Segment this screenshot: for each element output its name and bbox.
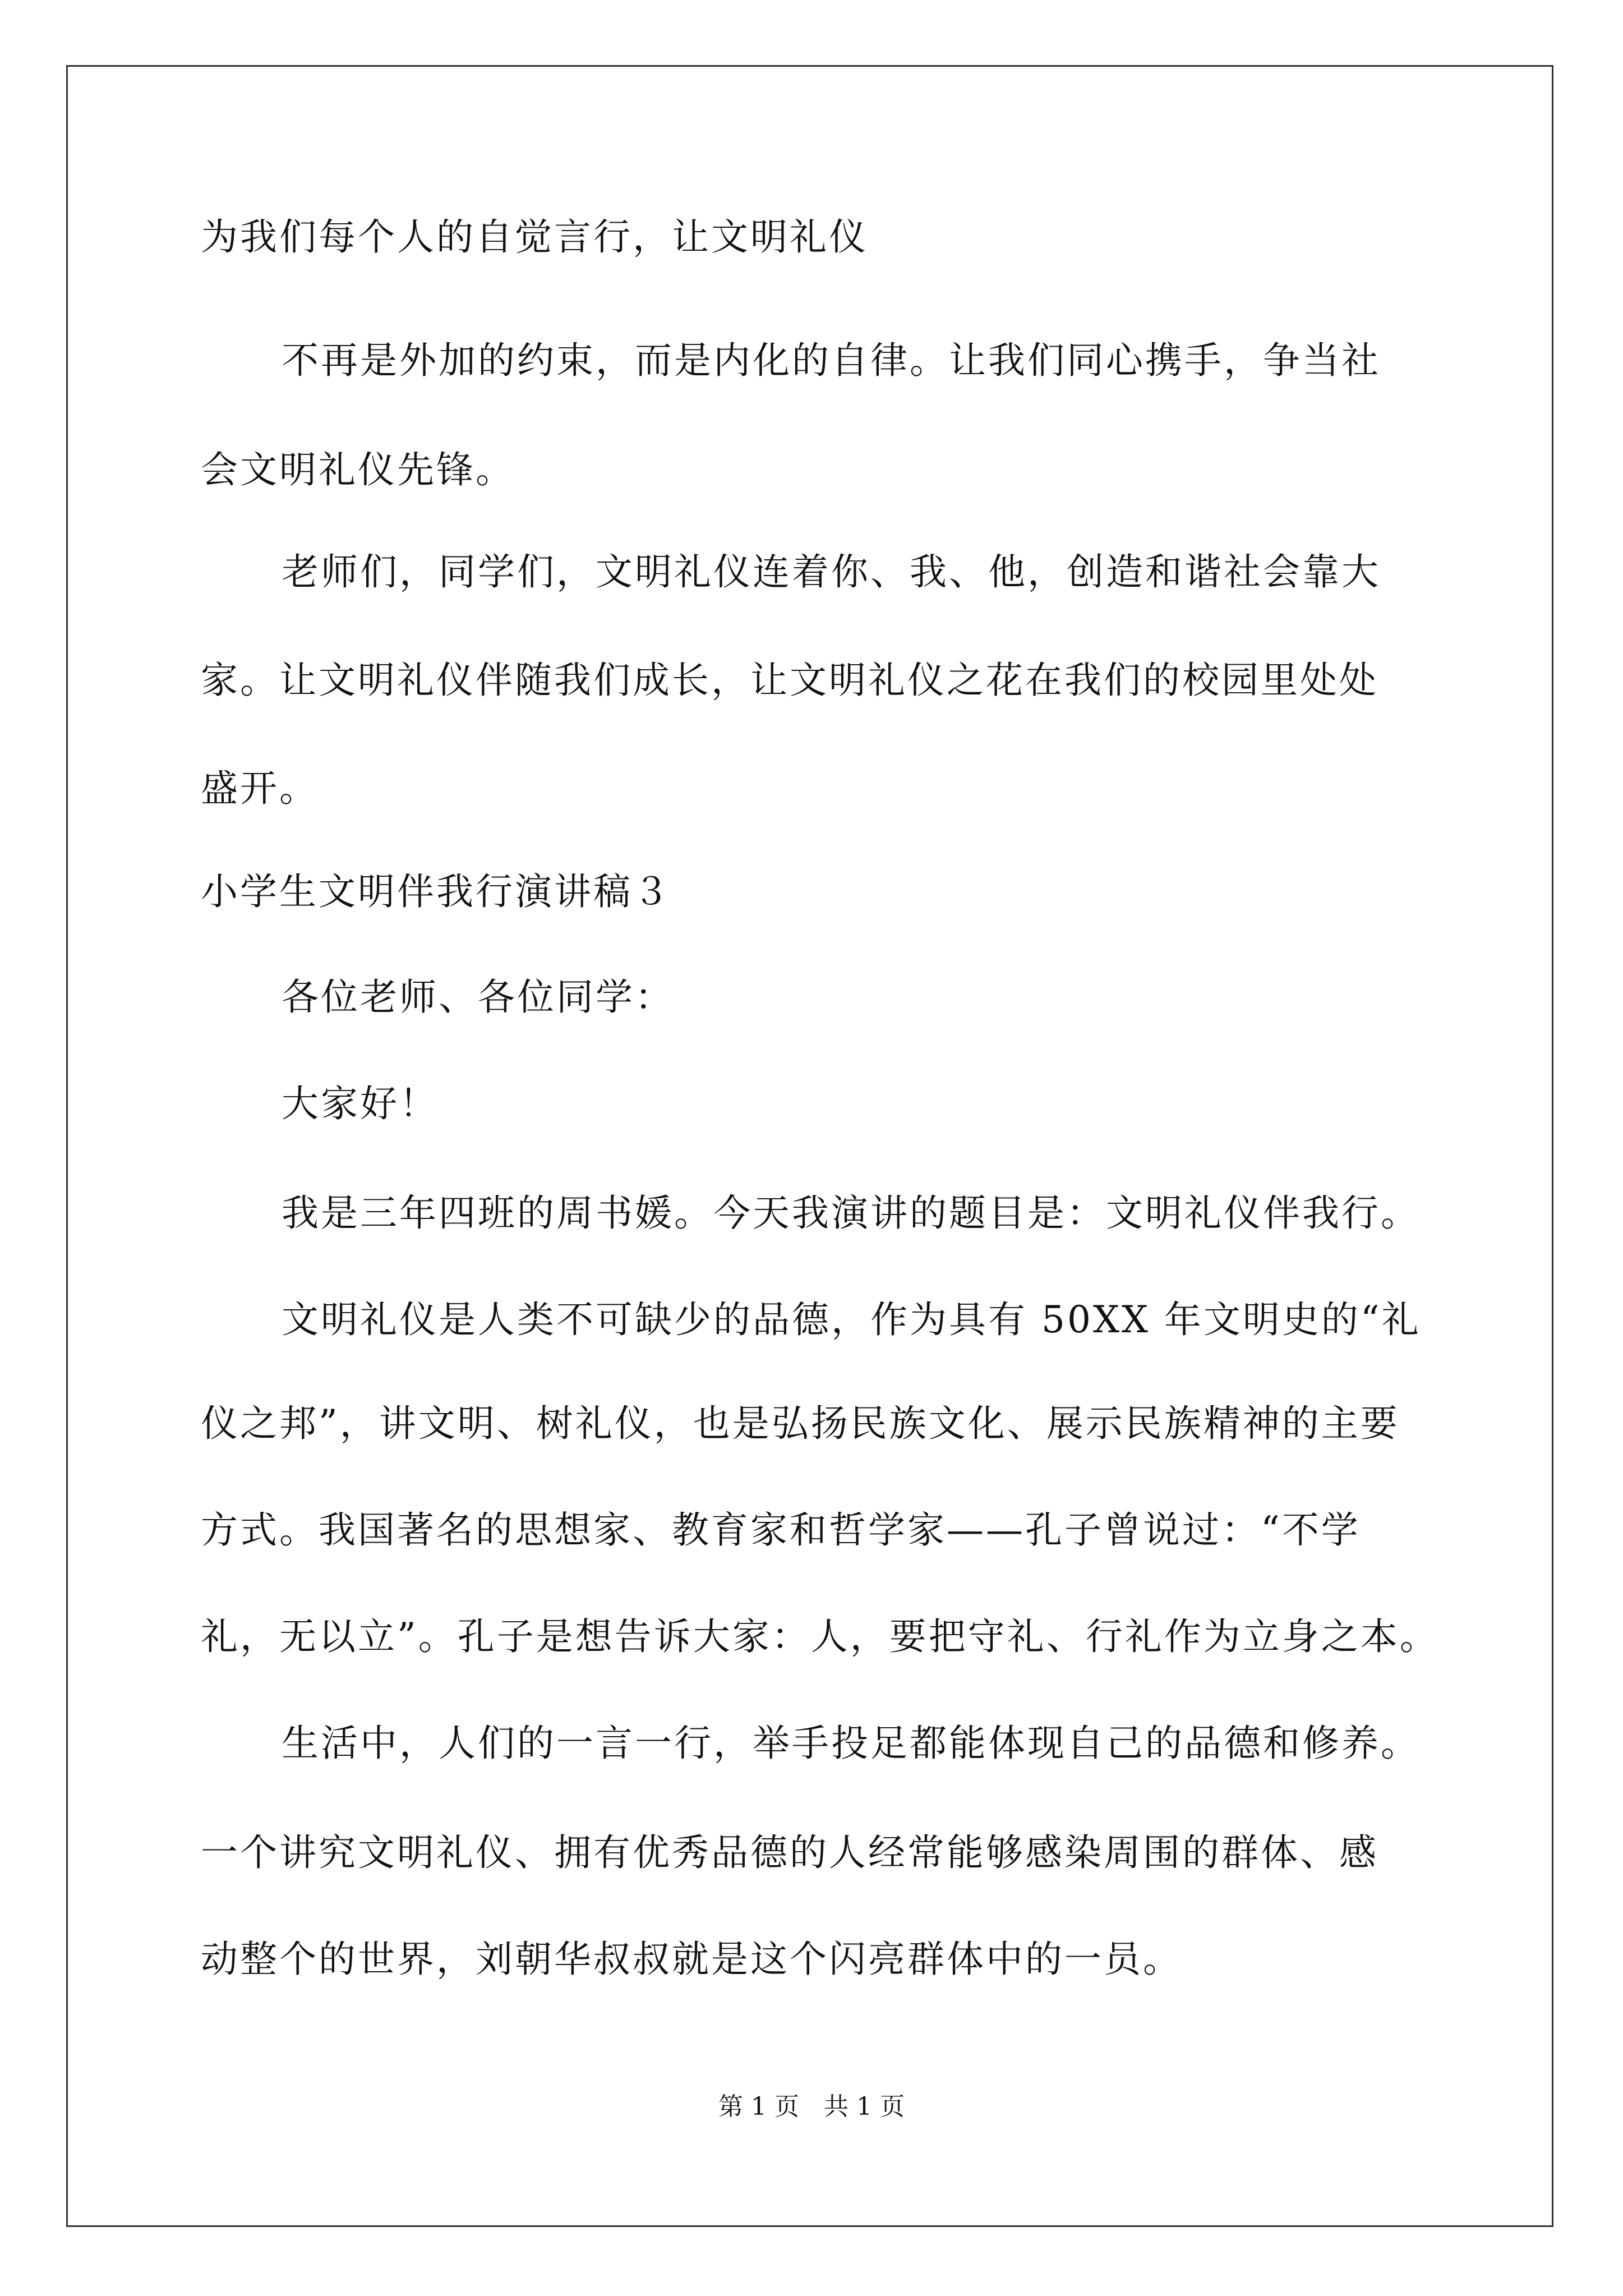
text-line: 盛开。 — [201, 767, 319, 810]
text-line: 家。让文明礼仪伴随我们成长，让文明礼仪之花在我们的校园里处处 — [201, 659, 1378, 702]
text-line: 动整个的世界，刘朝华叔叔就是这个闪亮群体中的一员。 — [201, 1938, 1182, 1981]
text-line: 仪之邦”，讲文明、树礼仪，也是弘扬民族文化、展示民族精神的主要 — [201, 1402, 1400, 1445]
text-line: 礼，无以立”。孔子是想告诉大家：人，要把守礼、行礼作为立身之本。 — [201, 1615, 1439, 1658]
text-line: 一个讲究文明礼仪、拥有优秀品德的人经常能够感染周围的群体、感 — [201, 1831, 1378, 1874]
text-line: 文明礼仪是人类不可缺少的品德，作为具有 50XX 年文明史的“礼 — [282, 1298, 1421, 1341]
page-border — [66, 65, 1553, 2227]
text-line: 生活中，人们的一言一行，举手投足都能体现自己的品德和修养。 — [282, 1722, 1420, 1765]
page-number: 第 1 页 共 1 页 — [718, 2092, 905, 2121]
text-line: 为我们每个人的自觉言行，让文明礼仪 — [201, 215, 868, 259]
text-line: 不再是外加的约束，而是内化的自律。让我们同心携手，争当社 — [282, 339, 1381, 382]
text-line: 会文明礼仪先锋。 — [201, 448, 515, 491]
text-line: 我是三年四班的周书媛。今天我演讲的题目是：文明礼仪伴我行。 — [282, 1191, 1420, 1235]
text-line: 老师们，同学们，文明礼仪连着你、我、他，创造和谐社会靠大 — [282, 550, 1381, 593]
text-line: 各位老师、各位同学： — [282, 976, 674, 1019]
section-heading: 小学生文明伴我行演讲稿３ — [201, 870, 672, 913]
text-line: 大家好！ — [282, 1082, 439, 1125]
text-line: 方式。我国著名的思想家、教育家和哲学家——孔子曾说过：“不学 — [201, 1508, 1361, 1552]
